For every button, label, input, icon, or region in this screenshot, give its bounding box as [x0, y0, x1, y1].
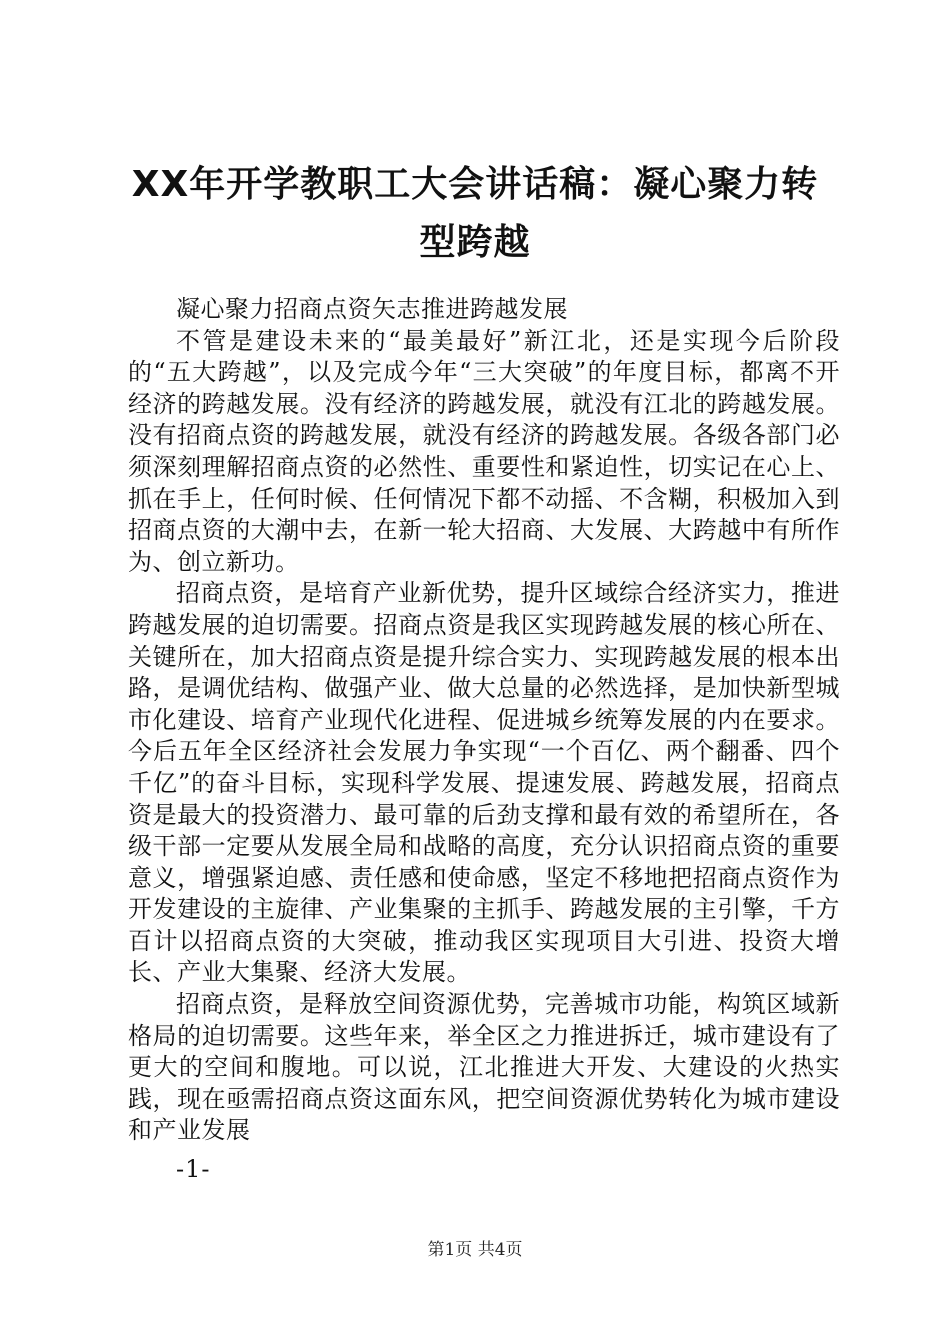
body-paragraph: 招商点资，是释放空间资源优势，完善城市功能，构筑区域新格局的迫切需要。这些年来，举全区之力推进拆迁，城市建设有了更大的空间和腹地。可以说，江北推进大开发、大建设的火热实践，现在亟需招商点资这面东风，把空间资源优势转化为城市建设和产业发展 — [128, 990, 840, 1145]
body-paragraph: 招商点资，是培育产业新优势，提升区域综合经济实力，推进跨越发展的迫切需要。招商点资是我区实现跨越发展的核心所在、关键所在，加大招商点资是提升综合实力、实现跨越发展的根本出路，是调优结构、做强产业、做大总量的必然选择，是加快新型城市化建设、培育产业现代化进程、促进城乡统筹发展的内在要求。今后五年全区经济社会发展力争实现“一个百亿、两个翻番、四个千亿”的奋斗目标，实现科学发展、提速发展、跨越发展，招商点资是最大的投资潜力、最可靠的后劲支撑和最有效的希望所在，各级干部一定要从发展全局和战略的高度，充分认识招商点资的重要意义，增强紧迫感、责任感和使命感，坚定不移地把招商点资作为开发建设的主旋律、产业集聚的主抓手、跨越发展的主引擎，千方百计以招商点资的大突破，推动我区实现项目大引进、投资大增长、产业大集聚、经济大发展。 — [128, 579, 840, 987]
body-paragraph: 不管是建设未来的“最美最好”新江北，还是实现今后阶段的“五大跨越”，以及完成今年“三大突破”的年度目标，都离不开经济的跨越发展。没有经济的跨越发展，就没有江北的跨越发展。没有招商点资的跨越发展，就没有经济的跨越发展。各级各部门必须深刻理解招商点资的必然性、重要性和紧迫性，切实记在心上、抓在手上，任何时候、任何情况下都不动摇、不含糊，积极加入到招商点资的大潮中去，在新一轮大招商、大发展、大跨越中有所作为、创立新功。 — [128, 326, 840, 576]
inline-page-number: -1- — [176, 1155, 211, 1183]
document-subtitle: 凝心聚力招商点资矢志推进跨越发展 — [176, 295, 568, 323]
document-title: XX年开学教职工大会讲话稿：凝心聚力转型跨越 — [131, 164, 819, 263]
page-footer: 第1页 共4页 — [427, 1240, 523, 1260]
document-body — [128, 294, 840, 1147]
